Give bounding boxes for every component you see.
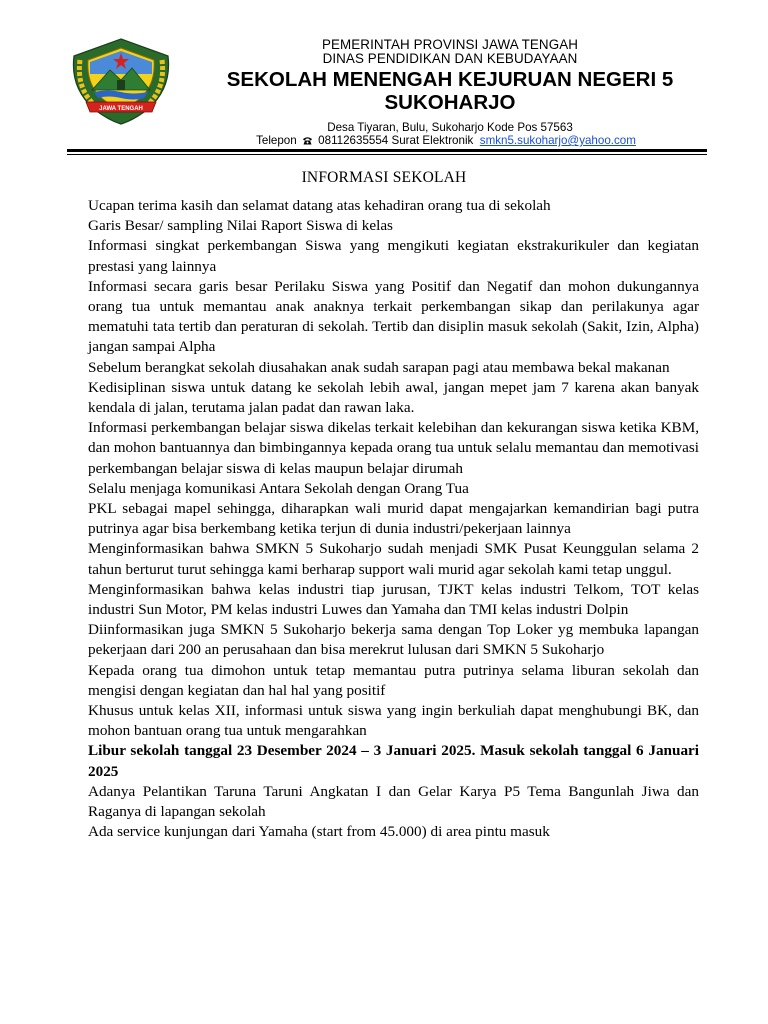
department-name: DINAS PENDIDIKAN DAN KEBUDAYAAN [322, 51, 578, 66]
phone-number: 08112635554 [318, 134, 389, 147]
info-item: Kepada orang tua dimohon untuk tetap memantau putra putrinya selama liburan sekolah dan mengisi dengan kegiatan dan hal hal yang positif [88, 661, 699, 699]
emblem-ribbon-text: JAWA TENGAH [99, 106, 143, 112]
information-list [88, 196, 699, 843]
info-item: Informasi singkat perkembangan Siswa yang mengikuti kegiatan ekstrakurikuler dan kegiatan prestasi yang lainnya [88, 237, 699, 275]
government-name: PEMERINTAH PROVINSI JAWA TENGAH [321, 37, 579, 52]
info-item: Kedisiplinan siswa untuk datang ke sekolah lebih awal, jangan mepet jam 7 karena akan banyak kendala di jalan, terutama jalan padat dan rawan laka. [88, 378, 699, 417]
email-label: Surat Elektronik [391, 134, 474, 147]
letterhead-divider-thick [67, 149, 707, 152]
letterhead [180, 38, 720, 147]
info-item: Adanya Pelantikan Taruna Taruni Angkatan I dan Gelar Karya P5 Tema Bangunlah Jiwa dan Raganya di lapangan sekolah [88, 782, 699, 821]
info-item: Ada service kunjungan dari Yamaha (start from 45.000) di area pintu masuk [88, 823, 550, 841]
contact-line [172, 134, 720, 147]
info-item: Khusus untuk kelas XII, informasi untuk siswa yang ingin berkuliah dapat menghubungi BK, dan mohon bantuan orang tua untuk mengarahkan [88, 702, 699, 740]
document-title: INFORMASI SEKOLAH [301, 169, 467, 186]
info-item: Menginformasikan bahwa SMKN 5 Sukoharjo sudah menjadi SMK Pusat Keunggulan selama 2 tahun berturut turut sehingga kami berharap support wali murid agar sekolah kami tetap unggul. [88, 540, 699, 578]
info-item: Menginformasikan bahwa kelas industri tiap jurusan, TJKT kelas industri Telkom, TOT kelas industri Sun Motor, PM kelas industri Luwes dan Yamaha dan TMI kelas industri Dolpin [88, 580, 699, 619]
email-link[interactable]: smkn5.sukoharjo@yahoo.com [479, 134, 636, 147]
info-item: Informasi perkembangan belajar siswa dikelas terkait kelebihan dan kekurangan siswa ketika KBM, dan mohon bantuannya dan bimbingannya kepada orang tua untuk selalu memantau dan memotivasi perkembangan belajar siswa di kelas maupun belajar dirumah [88, 419, 699, 477]
school-address: Desa Tiyaran, Bulu, Sukoharjo Kode Pos 57563 [327, 121, 573, 134]
school-name: SEKOLAH MENENGAH KEJURUAN NEGERI 5 SUKOHARJO [226, 68, 674, 114]
info-item: Sebelum berangkat sekolah diusahakan anak sudah sarapan pagi atau membawa bekal makanan [88, 358, 670, 376]
info-item: Informasi secara garis besar Perilaku Siswa yang Positif dan Negatif dan mohon dukungannya orang tua untuk memantau anak anaknya terkait perkembangan sikap dan perilakunya agar mematuhi tata tertib dan peraturan di sekolah. Tertib dan disiplin masuk sekolah (Sakit, Izin, Alpha) jangan sampai Alpha [88, 277, 699, 356]
info-item: Selalu menjaga komunikasi Antara Sekolah dengan Orang Tua [88, 479, 469, 497]
telephone-icon [302, 136, 313, 145]
info-item: Garis Besar/ sampling Nilai Raport Siswa di kelas [88, 217, 393, 235]
info-item: Diinformasikan juga SMKN 5 Sukoharjo bekerja sama dengan Top Loker yg membuka lapangan pekerjaan dari 200 an perusahaan dan bisa merekrut lulusan dari SMKN 5 Sukoharjo [88, 621, 699, 659]
info-item: Libur sekolah tanggal 23 Desember 2024 – 3 Januari 2025. Masuk sekolah tanggal 6 Januari 2025 [88, 742, 699, 780]
provincial-emblem-icon [68, 36, 174, 126]
letterhead-divider-thin [67, 154, 707, 155]
phone-label: Telepon [256, 134, 297, 147]
info-item: Ucapan terima kasih dan selamat datang atas kehadiran orang tua di sekolah [88, 197, 551, 214]
info-item: PKL sebagai mapel sehingga, diharapkan wali murid dapat mengajarkan kemandirian bagi putra putrinya agar bisa berkembang ketika terjun di dunia industri/pekerjaan lainnya [88, 500, 699, 538]
